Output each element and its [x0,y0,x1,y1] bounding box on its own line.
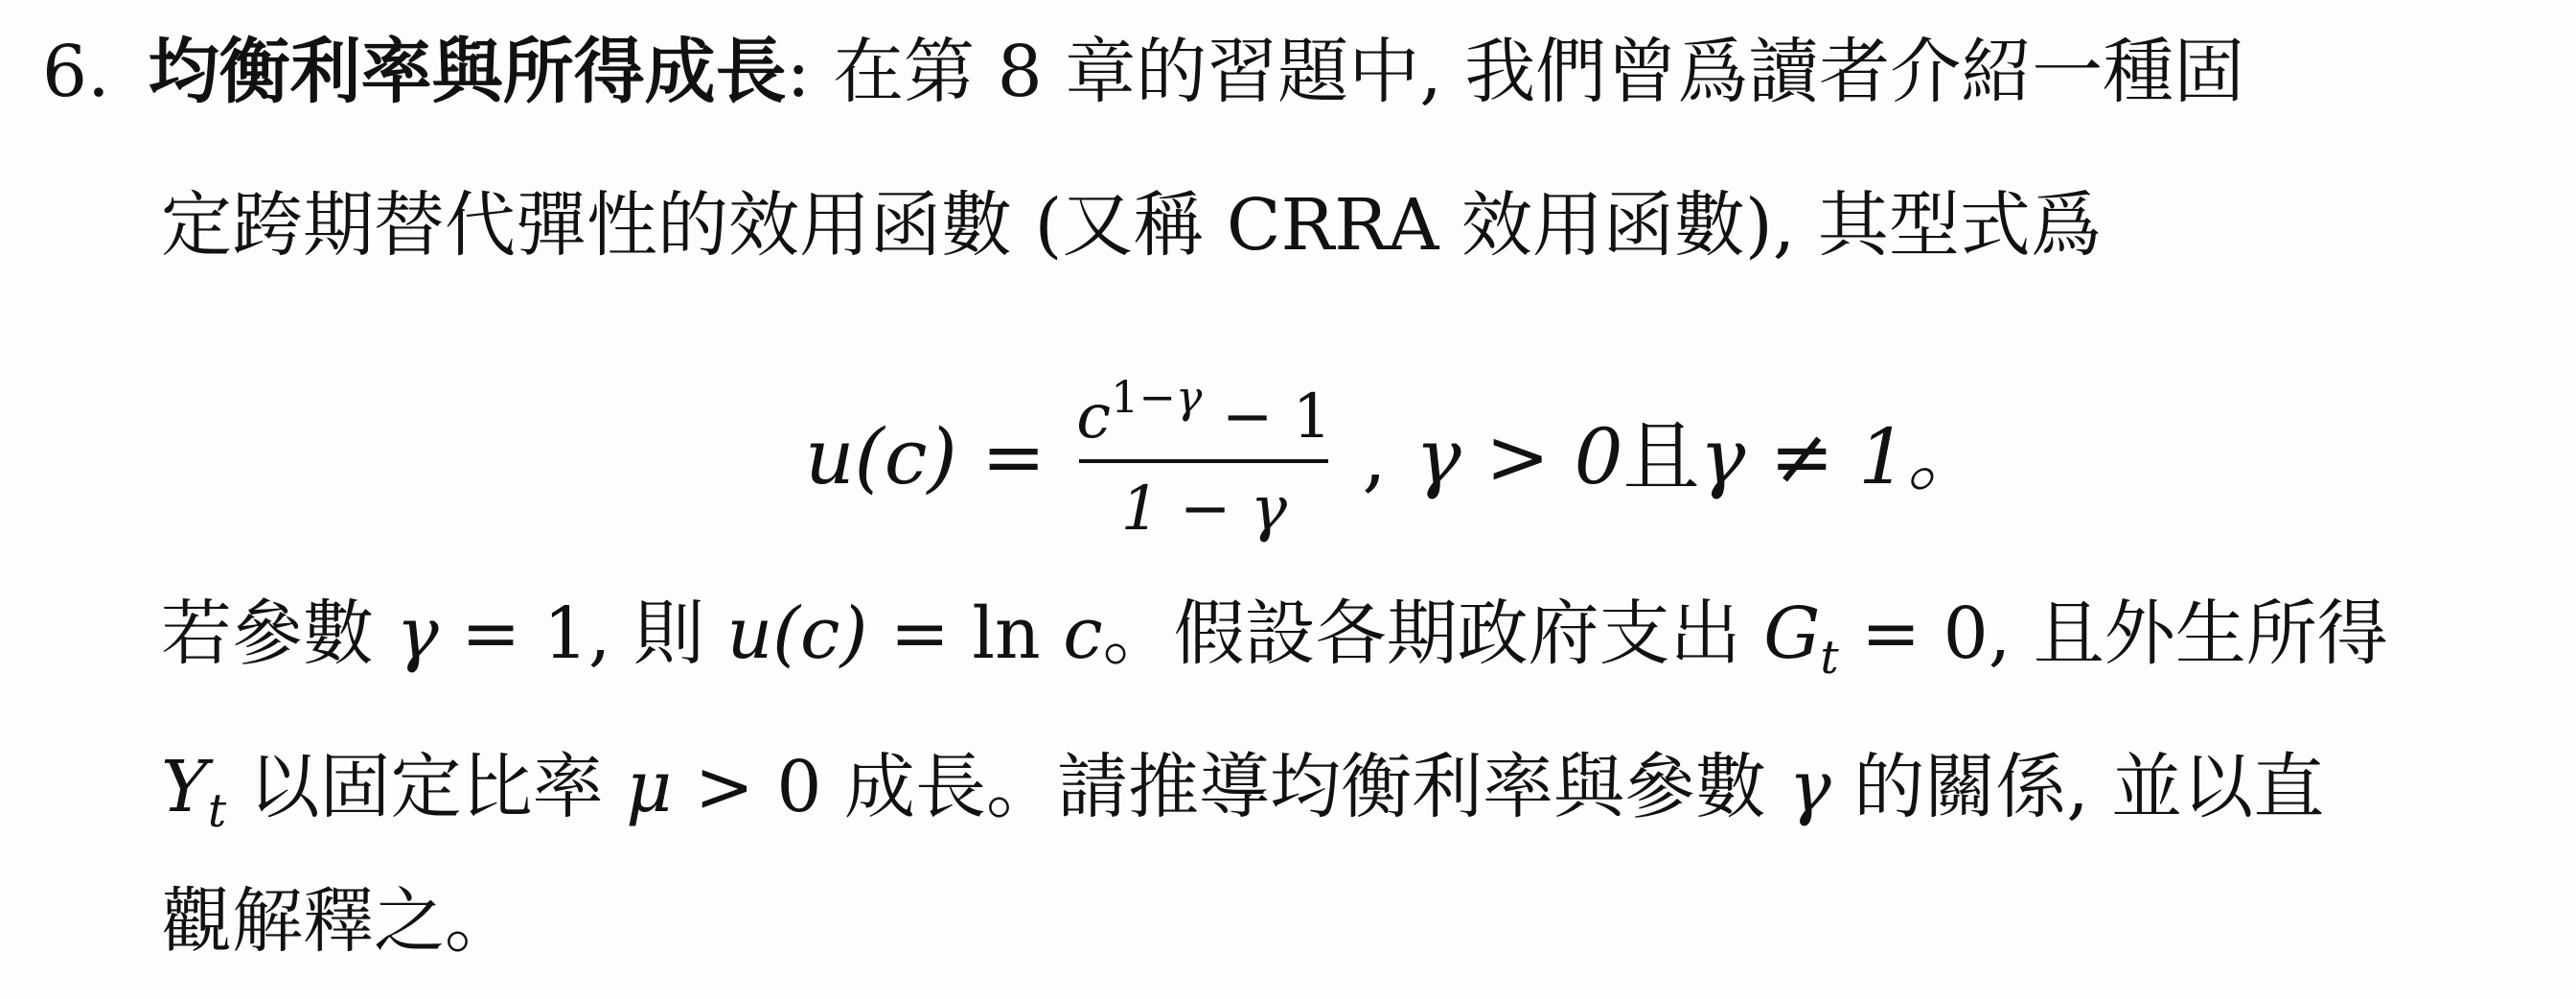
problem-line-1 [42,31,2245,113]
equation-denominator: 1 − γ [1120,474,1287,545]
equation-numerator: $c^{1-\gamma} - 1$ [1076,371,1332,453]
equation-condition-and: 且 [1622,412,1700,501]
problem-line-6 [161,880,516,963]
crra-equation [805,357,1984,558]
equation-condition-2: γ ≠ 1。 [1699,412,1985,501]
line6-text: 觀解釋之。 [161,880,516,963]
mu-symbol: μ [626,746,673,828]
gamma-symbol: γ [396,592,439,675]
equation-condition-1: γ > 0 [1414,412,1623,501]
problem-line-5: $Y_t$ 以固定比率 μ > 0 成長。請推導均衡利率與參數 γ 的關係, 並以直 [161,746,2325,838]
utility-expression: u(c) [726,592,868,675]
equation-lhs: u(c) = [805,412,1046,501]
equation-fraction [1069,371,1339,545]
equation-comma: , [1362,412,1387,501]
problem-line-2 [161,184,2102,267]
problem-line-4: 若參數 γ = 1, 則 u(c) = ln c。假設各期政府支出 $G_t = 0$, 且外生所得 [161,592,2388,685]
problem-title: 均衡利率與所得成長 [148,31,787,113]
income-symbol: Y [161,746,208,828]
line1-text: : 在第 8 章的習題中, 我們曾爲讀者介紹一種固 [786,31,2245,113]
line2-text: 定跨期替代彈性的效用函數 (又稱 CRRA 效用函數), 其型式爲 [161,184,2102,267]
problem-number: 6. [42,31,110,113]
government-spending-symbol: G [1763,592,1821,675]
